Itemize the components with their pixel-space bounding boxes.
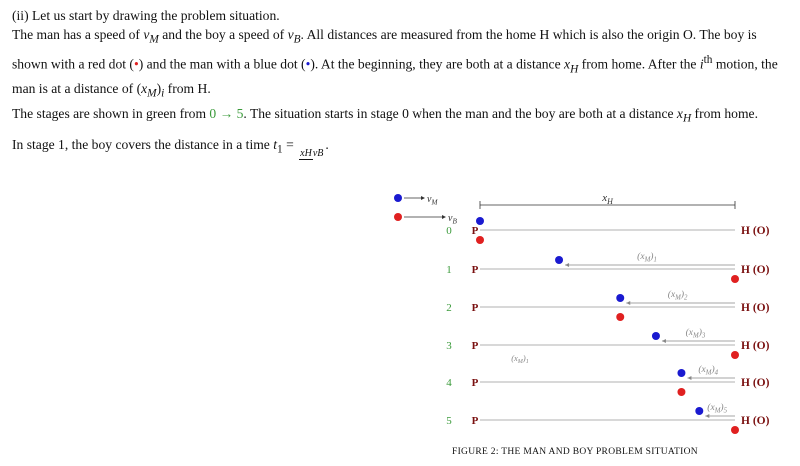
- boy-dot: [677, 388, 685, 396]
- boy-dot: [616, 313, 624, 321]
- stage-number: 5: [446, 415, 452, 427]
- figure-caption: FIGURE 2: THE MAN AND BOY PROBLEM SITUATION: [452, 447, 698, 457]
- legend-label: $v_M$: [427, 194, 438, 207]
- distance-label: $(x_M)_4$: [698, 365, 719, 377]
- boy-dot: [731, 351, 739, 359]
- man-dot: [652, 332, 660, 340]
- distance-arrowhead: [662, 339, 666, 343]
- man-dot: [476, 217, 484, 225]
- man-dot: [616, 294, 624, 302]
- distance-arrowhead: [626, 301, 630, 305]
- end-label: H (O): [741, 415, 770, 427]
- stage-number: 1: [446, 264, 452, 276]
- end-label: H (O): [741, 340, 770, 352]
- end-label: H (O): [741, 302, 770, 314]
- paragraph-stages: The stages are shown in green from 0 → 5. The situation starts in stage 0 when the man and the boy are both at a distance $x_H$ from home.: [12, 106, 758, 126]
- stage-number: 3: [446, 340, 452, 352]
- dimension-label: $x_H$: [602, 192, 613, 206]
- start-label: P: [471, 302, 479, 314]
- boy-dot: [476, 236, 484, 244]
- distance-label: $(x_M)_5$: [707, 403, 727, 415]
- distance-arrowhead: [565, 263, 569, 267]
- start-label: P: [471, 225, 479, 237]
- distance-label: $(x_M)_1$: [637, 252, 657, 264]
- stage-number: 0: [446, 225, 452, 237]
- start-label: P: [471, 340, 479, 352]
- boy-dot: [731, 426, 739, 434]
- legend-dot-man: [394, 194, 402, 202]
- legend-label: $v_B$: [448, 213, 457, 226]
- boy-dot: [731, 275, 739, 283]
- stage-number: 2: [446, 302, 452, 314]
- distance-arrowhead: [705, 414, 709, 418]
- legend-arrowhead: [421, 196, 425, 200]
- distance-arrowhead: [687, 376, 691, 380]
- red-dot-icon: •: [133, 56, 139, 72]
- blue-dot-icon: •: [305, 56, 311, 72]
- man-dot: [695, 407, 703, 415]
- legend-dot-boy: [394, 213, 402, 221]
- start-label: P: [471, 377, 479, 389]
- legend-arrowhead: [442, 215, 446, 219]
- fraction: xHvB: [300, 148, 324, 160]
- intro-line: (ii) Let us start by drawing the problem situation.: [12, 8, 280, 23]
- man-dot: [555, 256, 563, 264]
- start-label: P: [471, 415, 479, 427]
- distance-label: $(x_M)_3$: [685, 328, 706, 340]
- end-label: H (O): [741, 264, 770, 276]
- stray-distance-label: $(x_M)_1$: [511, 353, 529, 366]
- distance-label: $(x_M)_2$: [667, 290, 688, 302]
- paragraph-speeds: The man has a speed of $v_M$ and the boy a speed of $v_B$. All distances are measured from the home H which is also the origin O. The boy is shown with a red dot (•) and the man with a blue dot (•). At the beginning, they are both at a distance $x_H$ from home. After the $i^{th}$ motion, the man is at a distance of $(x_M)_i$ from H.: [12, 27, 778, 100]
- end-label: H (O): [741, 225, 770, 237]
- stage-number: 4: [446, 377, 452, 389]
- end-label: H (O): [741, 377, 770, 389]
- paragraph-stage1: In stage 1, the boy covers the distance in a time $t_1$ = xHvB.: [12, 137, 329, 160]
- start-label: P: [471, 264, 479, 276]
- man-dot: [677, 369, 685, 377]
